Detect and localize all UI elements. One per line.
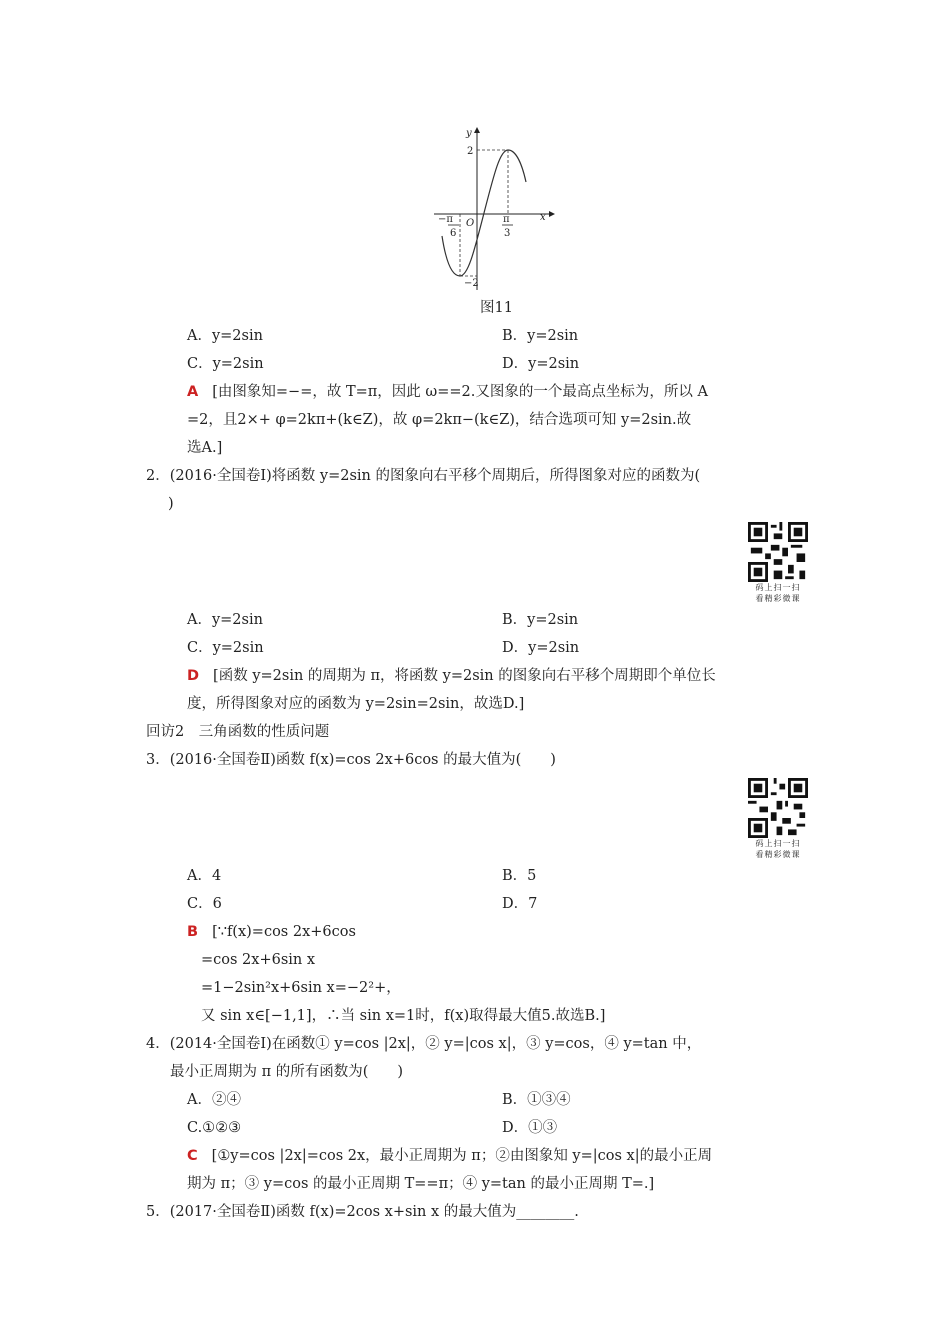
q4-option-a: A．②④: [187, 1092, 241, 1108]
q3-answer-text1: [∵f(x)=cos 2x+6cos: [212, 924, 356, 940]
q1-answer-line3: 选A.]: [187, 440, 223, 456]
q1-option-d: D．y=2sin: [502, 356, 580, 372]
qr-caption-1: 码上扫一扫: [755, 839, 801, 848]
q2-stem-line2: ): [168, 496, 174, 512]
y-label-2: 2: [467, 146, 474, 157]
q2-option-b: B．y=2sin: [502, 612, 579, 628]
q3-option-b: B．5: [502, 868, 537, 884]
qr-code-icon: [748, 522, 808, 582]
q4-answer-line1: [187, 1146, 712, 1166]
figure-caption: 图11: [480, 300, 513, 316]
q2-stem-line1: 2．(2016·全国卷Ⅰ)将函数 y=2sin 的图象向右平移个周期后，所得图象对应的函数为(: [146, 468, 701, 484]
q1-answer-line1: [187, 382, 708, 402]
q2-answer-line1: [187, 666, 716, 686]
x-label-neg-pi: −π: [438, 214, 453, 225]
q1-answer-text1: [由图象知=−=，故 T=π，因此 ω==2.又图象的一个最高点坐标为，所以 A: [212, 384, 708, 400]
q2-answer-letter: D: [187, 668, 200, 684]
q2-option-c: C．y=2sin: [187, 640, 264, 656]
x-axis-label: x: [540, 212, 546, 223]
y-label-neg2: −2: [464, 278, 479, 289]
origin-label: O: [466, 218, 475, 229]
qr-caption-1: 码上扫一扫: [755, 583, 801, 592]
q2-answer-line2: 度，所得图象对应的函数为 y=2sin=2sin，故选D.]: [187, 696, 525, 712]
q3-answer-letter: B: [187, 924, 199, 940]
q1-answer-letter: A: [187, 384, 199, 400]
x-label-3: 3: [504, 228, 511, 239]
q3-answer-line1: [187, 922, 356, 942]
q3-answer-line3: =1−2sin²x+6sin x=−2²+，: [201, 980, 401, 996]
x-label-6: 6: [450, 228, 457, 239]
q3-option-c: C．6: [187, 896, 222, 912]
qr-caption-2: 看精彩微课: [755, 850, 801, 859]
q1-option-b: B．y=2sin: [502, 328, 579, 344]
qr-caption-2: 看精彩微课: [755, 594, 801, 603]
q1-option-a: A．y=2sin: [187, 328, 263, 344]
q2-option-a: A．y=2sin: [187, 612, 263, 628]
q1-answer-line2: =2，且2×+ φ=2kπ+(k∈Z)，故 φ=2kπ−(k∈Z)，结合选项可知 y=2sin.故: [187, 412, 692, 428]
q3-option-a: A．4: [187, 868, 222, 884]
q2-option-d: D．y=2sin: [502, 640, 580, 656]
sine-curve: [442, 150, 526, 276]
sine-graph-figure: [430, 124, 560, 296]
qr-code-icon: [748, 778, 808, 838]
q4-stem-line1: 4．(2014·全国卷Ⅰ)在函数① y=cos |2x|，② y=|cos x|，③ y=cos，④ y=tan 中，: [146, 1036, 702, 1052]
q4-option-d: D．①③: [502, 1120, 558, 1136]
q1-option-c: C．y=2sin: [187, 356, 264, 372]
q4-answer-text1: [①y=cos |2x|=cos 2x，最小正周期为 π；②由图象知 y=|cos x|的最小正周: [211, 1148, 713, 1164]
q3-stem: 3．(2016·全国卷Ⅱ)函数 f(x)=cos 2x+6cos 的最大值为( ): [146, 752, 556, 768]
q2-answer-text1: [函数 y=2sin 的周期为 π，将函数 y=2sin 的图象向右平移个周期即个单位长: [213, 668, 716, 684]
q4-option-c: C.①②③: [187, 1120, 242, 1136]
q5-stem: 5．(2017·全国卷Ⅱ)函数 f(x)=2cos x+sin x 的最大值为________.: [146, 1204, 579, 1220]
x-label-pi: π: [503, 214, 510, 225]
q4-answer-letter: C: [187, 1148, 198, 1164]
q3-answer-line2: =cos 2x+6sin x: [201, 952, 316, 968]
q3-option-d: D．7: [502, 896, 538, 912]
q4-option-b: B．①③④: [502, 1092, 571, 1108]
section-title: 回访2 三角函数的性质问题: [146, 724, 330, 740]
q4-stem-line2: 最小正周期为 π 的所有函数为( ): [170, 1064, 404, 1080]
q4-answer-line2: 期为 π；③ y=cos 的最小正周期 T==π；④ y=tan 的最小正周期 T=.]: [187, 1176, 655, 1192]
y-axis-label: y: [466, 128, 472, 139]
q3-answer-line4: 又 sin x∈[−1,1]，∴当 sin x=1时，f(x)取得最大值5.故选B.]: [201, 1008, 606, 1024]
